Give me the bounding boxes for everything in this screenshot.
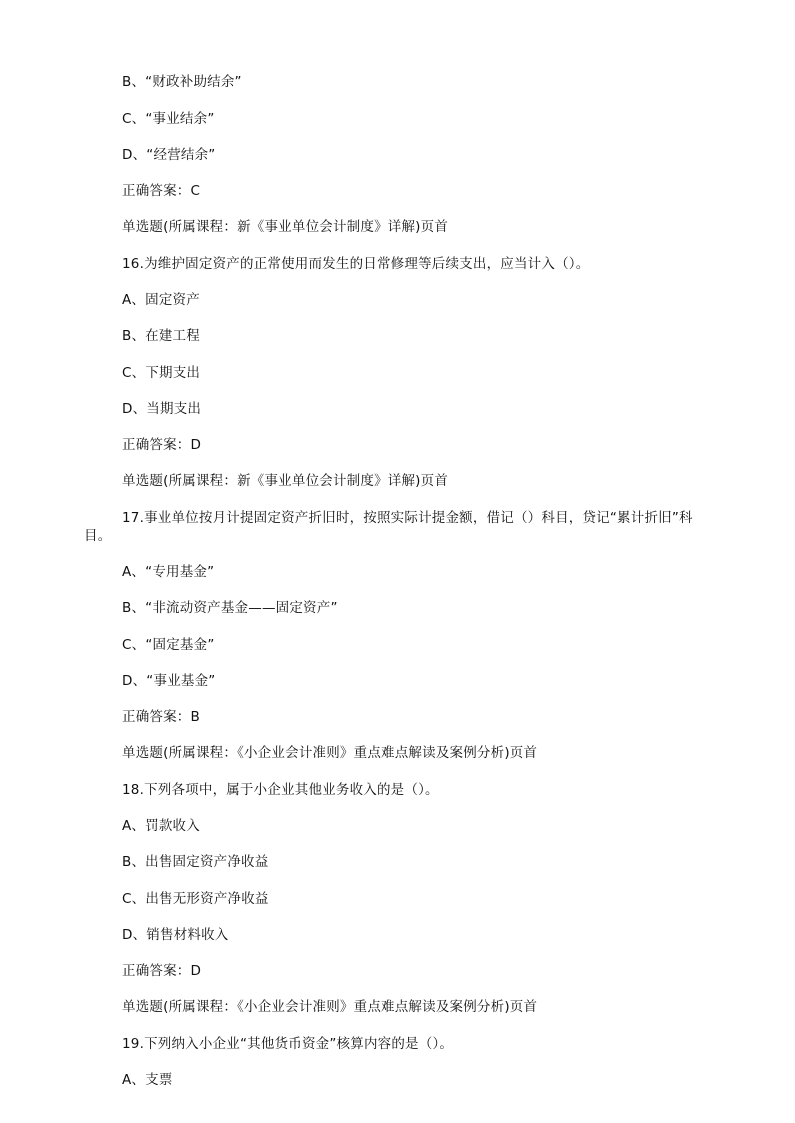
- correct-answer: 正确答案：B: [122, 709, 200, 725]
- correct-answer: 正确答案：D: [122, 963, 202, 979]
- question-16: 16.为维护固定资产的正常使用而发生的日常修理等后续支出，应当计入（）。: [122, 256, 590, 272]
- option-c: C、“固定基金”: [122, 637, 215, 653]
- option-b: B、“财政补助结余”: [122, 74, 242, 90]
- option-b: B、“非流动资产基金——固定资产”: [122, 600, 338, 616]
- correct-answer: 正确答案：C: [122, 183, 201, 199]
- option-a: A、支票: [122, 1072, 173, 1088]
- correct-answer: 正确答案：D: [122, 437, 202, 453]
- option-a: A、罚款收入: [122, 818, 200, 834]
- option-b: B、出售固定资产净收益: [122, 854, 269, 870]
- option-d: D、销售材料收入: [122, 927, 229, 943]
- option-a: A、固定资产: [122, 292, 200, 308]
- question-type-header: 单选题(所属课程：新《事业单位会计制度》详解)页首: [122, 219, 449, 235]
- question-type-header: 单选题(所属课程：《小企业会计准则》重点难点解读及案例分析)页首: [122, 745, 538, 761]
- question-18: 18.下列各项中，属于小企业其他业务收入的是（）。: [122, 782, 439, 798]
- question-19: 19.下列纳入小企业“其他货币资金”核算内容的是（）。: [122, 1036, 454, 1052]
- option-a: A、“专用基金”: [122, 564, 215, 580]
- question-type-header: 单选题(所属课程：新《事业单位会计制度》详解)页首: [122, 473, 449, 489]
- option-d: D、“事业基金”: [122, 673, 216, 689]
- option-b: B、在建工程: [122, 328, 200, 344]
- question-17: 17.事业单位按月计提固定资产折旧时，按照实际计提金额，借记（）科目，贷记“累计折旧”科目。: [84, 510, 693, 544]
- option-c: C、“事业结余”: [122, 111, 215, 127]
- option-d: D、当期支出: [122, 401, 202, 417]
- option-c: C、出售无形资产净收益: [122, 891, 269, 907]
- question-type-header: 单选题(所属课程：《小企业会计准则》重点难点解读及案例分析)页首: [122, 999, 538, 1015]
- option-d: D、“经营结余”: [122, 147, 216, 163]
- option-c: C、下期支出: [122, 365, 201, 381]
